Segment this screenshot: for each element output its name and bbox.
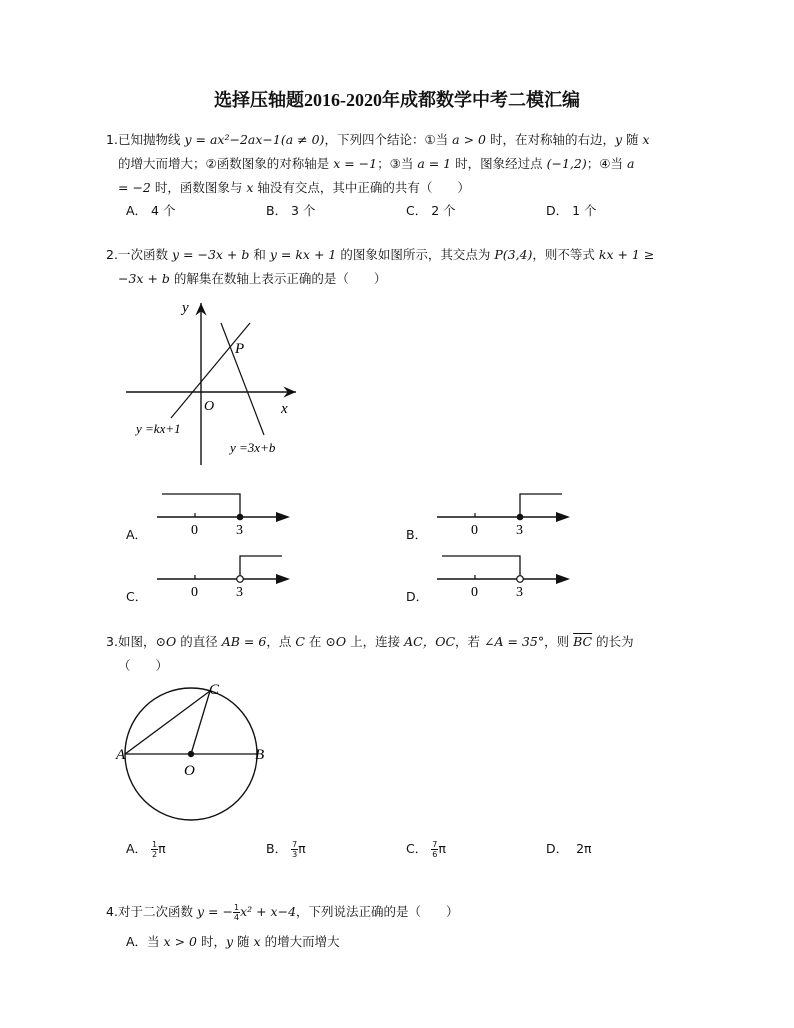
question-1-option-c[interactable]: C． 2 个 [406,203,456,218]
question-3-line-1: 如图，⊙O 的直径 AB = 6，点 C 在 ⊙O 上，连接 AC，OC，若 ∠A = 35°，则 $\overline{BC}$ 的长为 [118,634,634,649]
question-2-option-c-numberline[interactable] [152,552,297,602]
point-a-label: A [116,747,126,763]
question-3-number: 3. [106,634,118,649]
tick-0: 0 [471,585,478,600]
question-2-graph [118,295,308,470]
question-3-option-d[interactable]: D． 2π [546,841,592,856]
tick-3: 3 [236,585,243,600]
question-2-option-d-label[interactable]: D． [406,589,429,604]
question-3-circle-figure [112,676,282,836]
question-1-line-3: = −2 时，函数图象与 x 轴没有交点，其中正确的共有（ ） [118,180,470,195]
chord-ac [125,691,210,754]
question-2-number: 2. [106,247,118,262]
question-1-option-d[interactable]: D． 1 个 [546,203,597,218]
point-p-label: P [235,341,245,357]
point-c-label: C [209,682,220,698]
question-2-option-b-numberline[interactable] [432,490,577,540]
question-3-option-c[interactable]: C． $\frac{7}{6}$ π [406,840,446,859]
tick-3: 3 [516,585,523,600]
origin-label: O [204,399,215,414]
question-3-option-a[interactable]: A． $\frac{1}{2}$ π [126,840,166,859]
question-1-option-b[interactable]: B． 3 个 [266,203,316,218]
question-2-option-d-numberline[interactable] [432,552,577,602]
tick-0: 0 [191,523,198,538]
question-2-option-c-label[interactable]: C． [126,589,148,604]
tick-3: 3 [516,523,523,538]
question-4-option-a[interactable]: A．当 x > 0 时，y 随 x 的增大而增大 [126,934,340,949]
question-4-line-1: 对于二次函数 y = − $\frac{1}{4}$ x² + x−4，下列说法正确的是（ ） [118,903,459,922]
line-3x-plus-b [221,323,264,435]
question-1-number: 1. [106,132,118,147]
question-2-line-1: 一次函数 y = −3x + b 和 y = kx + 1 的图象如图所示，其交点为 P(3,4)，则不等式 kx + 1 ≥ [118,247,655,262]
question-3-option-b[interactable]: B． $\frac{7}{3}$ π [266,840,306,859]
arc-bc: $\overline{BC}$ [573,634,593,649]
point-b-label: B [255,747,265,763]
question-2-line-2: −3x + b 的解集在数轴上表示正确的是（ ） [118,271,387,286]
question-2-option-a-label[interactable]: A． [126,527,148,542]
radius-oc [191,691,210,754]
x-axis-label: x [281,401,288,417]
tick-3: 3 [236,523,243,538]
question-3-line-2: （ ） [118,658,169,673]
center-point [188,751,194,757]
question-1-option-a[interactable]: A． 4 个 [126,203,176,218]
question-1-line-2: 的增大而增大；②函数图象的对称轴是 x = −1；③当 a = 1 时，图象经过点 (−1,2)；④当 a [118,156,635,171]
question-4-number: 4. [106,904,118,919]
line-kx-plus-1-label: y =kx+1 [136,421,181,436]
line-3x-plus-b-label: y =3x+b [230,440,276,455]
y-axis-label: y [182,300,189,316]
question-2-option-a-numberline[interactable] [152,490,297,540]
question-1-line-1: 已知抛物线 y = ax²−2ax−1(a ≠ 0)，下列四个结论：①当 a > 0 时，在对称轴的右边，y 随 x [118,132,650,147]
page-title: 选择压轴题2016-2020年成都数学中考二模汇编 [214,90,580,110]
tick-0: 0 [191,585,198,600]
tick-0: 0 [471,523,478,538]
center-o-label: O [184,763,195,779]
question-2-option-b-label[interactable]: B． [406,527,428,542]
